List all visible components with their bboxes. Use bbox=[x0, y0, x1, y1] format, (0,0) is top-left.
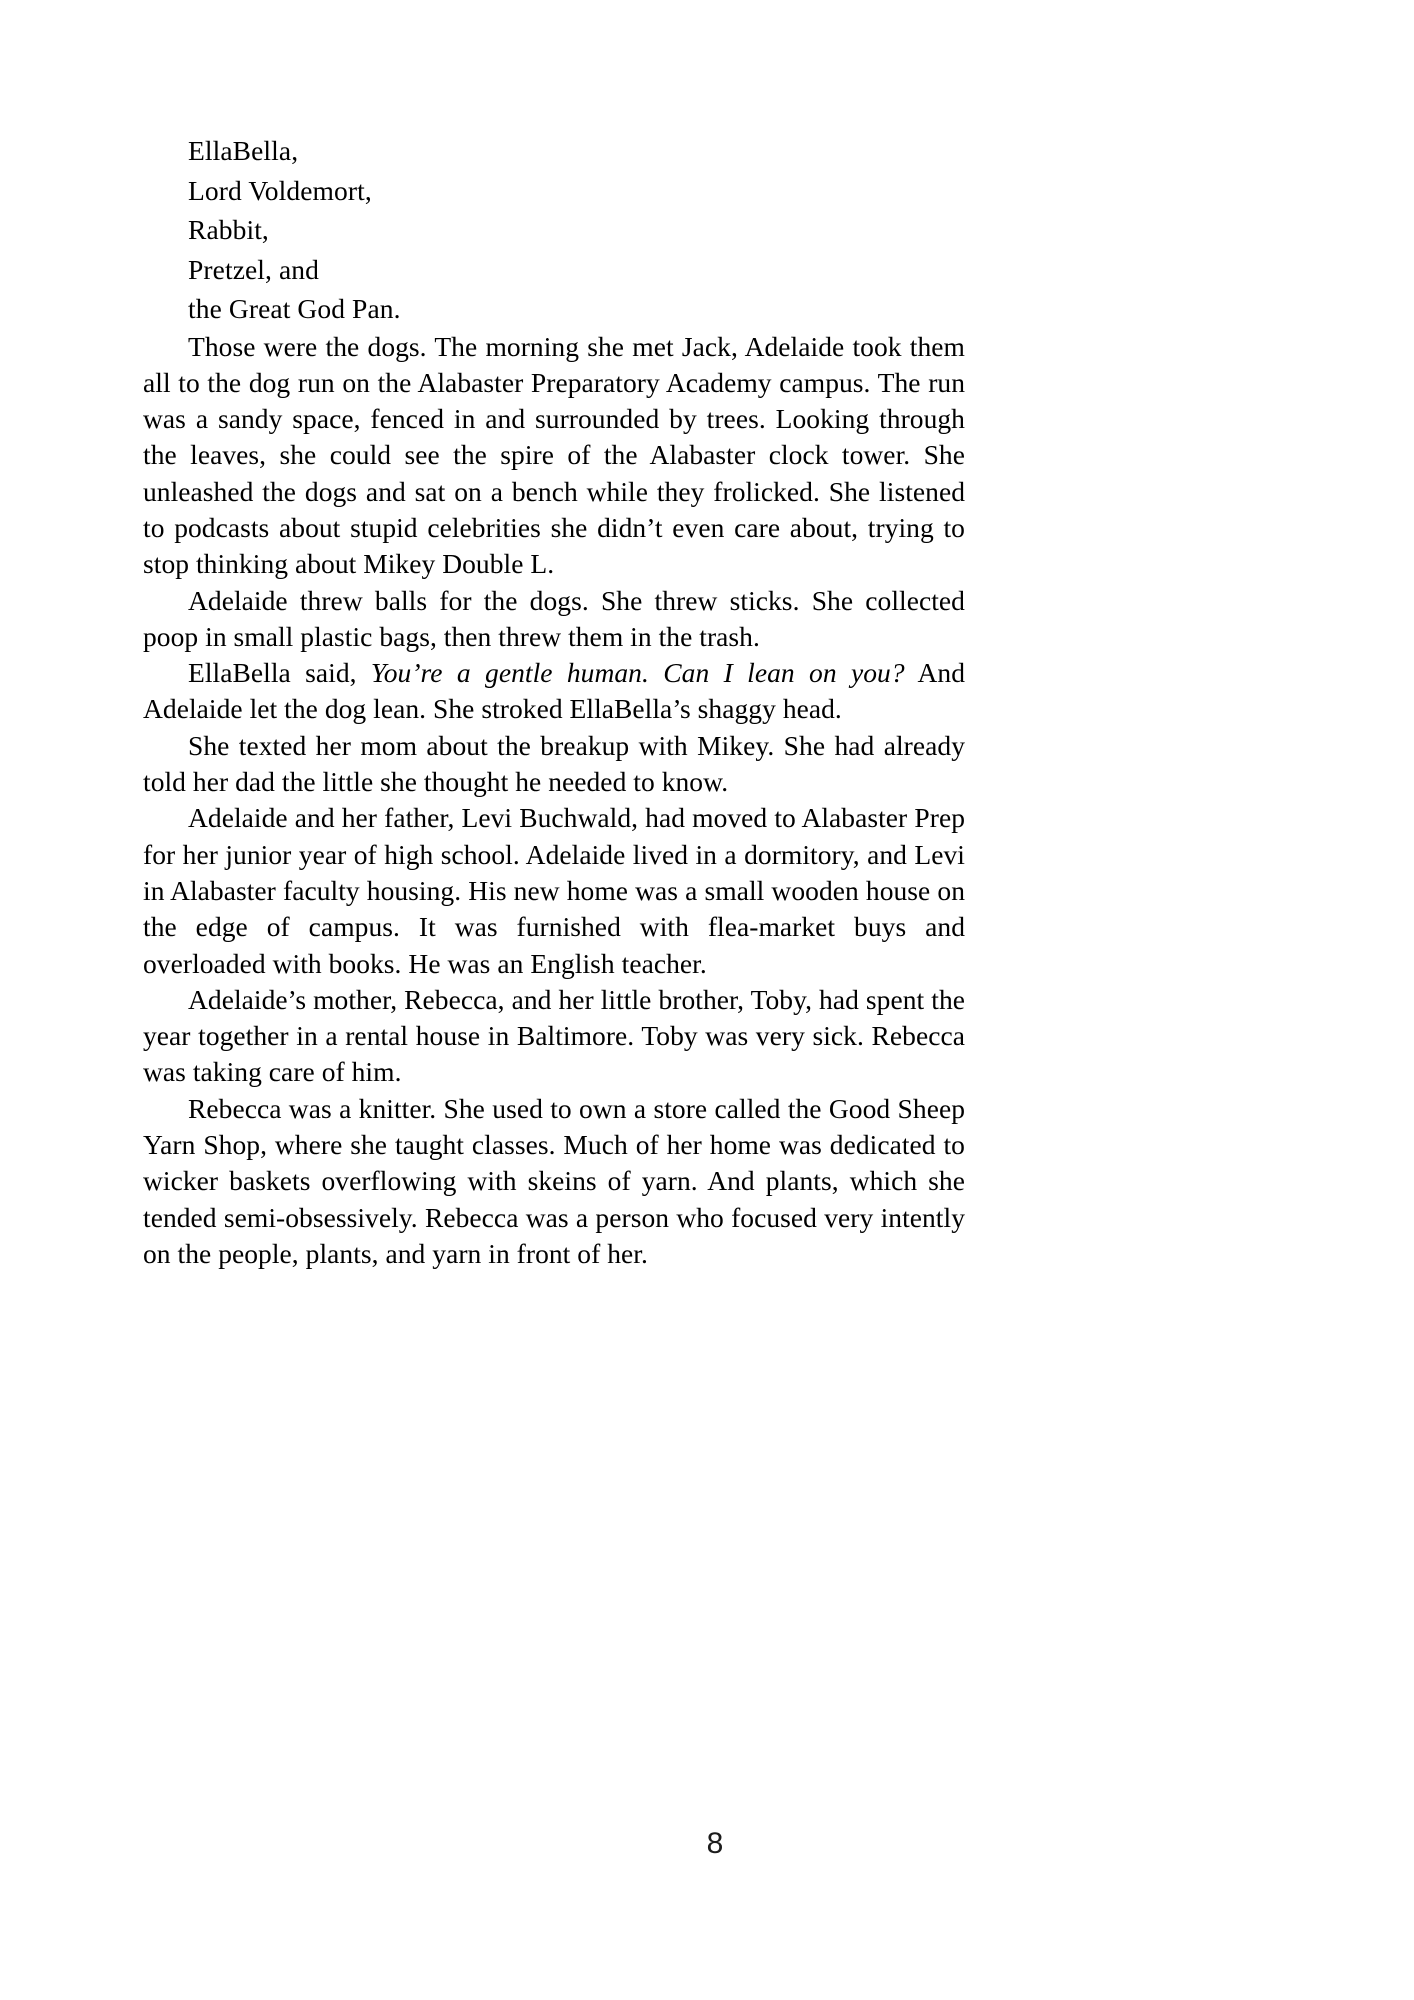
paragraph-segment-roman: And Adelaide let the dog lean. She stroked EllaBella’s shaggy head. bbox=[143, 657, 966, 725]
dog-name-list bbox=[143, 131, 965, 329]
page-text-block bbox=[143, 131, 965, 1272]
body-paragraph: She texted her mom about the breakup with Mikey. She had already told her dad the little she thought he needed to know. bbox=[143, 729, 965, 798]
body-paragraph: Adelaide threw balls for the dogs. She threw sticks. She collected poop in small plastic bags, then threw them in the trash. bbox=[143, 584, 965, 652]
list-item: Rabbit, bbox=[188, 214, 269, 245]
body-paragraph: Rebecca was a knitter. She used to own a store called the Good Sheep Yarn Shop, where she taught classes. Much of her home was dedicated to wicker baskets overflowing with skeins of yarn. And plants, which she tended semi-obsessively. Rebecca was a person who focused very intently on the people, plants, and yarn in front of her. bbox=[143, 1092, 965, 1269]
italic-dialogue-text: You’re a gentle human. Can I lean on you? bbox=[370, 657, 905, 689]
page-number-value: 8 bbox=[706, 1827, 724, 1860]
list-item: Lord Voldemort, bbox=[188, 174, 372, 206]
body-paragraph: Those were the dogs. The morning she met Jack, Adelaide took them all to the dog run on the Alabaster Preparatory Academy campus. The run was a sandy space, fenced in and surrounded by trees. Looking through the leaves, she could see the spire of the Alabaster clock tower. She unleashed the dogs and sat on a bench while they frolicked. She listened to podcasts about stupid celebrities she didn’t even care about, trying to stop thinking about Mikey Double L. bbox=[143, 330, 965, 580]
list-item: the Great God Pan. bbox=[188, 293, 401, 324]
list-item: EllaBella, bbox=[188, 135, 299, 166]
body-paragraph-with-italic-quote bbox=[143, 655, 965, 728]
page-number bbox=[0, 1827, 1414, 1861]
body-paragraph: Adelaide’s mother, Rebecca, and her little brother, Toby, had spent the year together in a rental house in Baltimore. Toby was very sick. Rebecca was taking care of him. bbox=[143, 983, 965, 1088]
list-item: Pretzel, and bbox=[188, 253, 320, 285]
paragraph-segment-roman: EllaBella said, bbox=[188, 657, 371, 689]
body-paragraph: Adelaide and her father, Levi Buchwald, had moved to Alabaster Prep for her junior year of high school. Adelaide lived in a dormitory, and Levi in Alabaster faculty housing. His new home was a small wooden house on the edge of campus. It was furnished with flea-market buys and overloaded with books. He was an English teacher. bbox=[143, 802, 965, 979]
